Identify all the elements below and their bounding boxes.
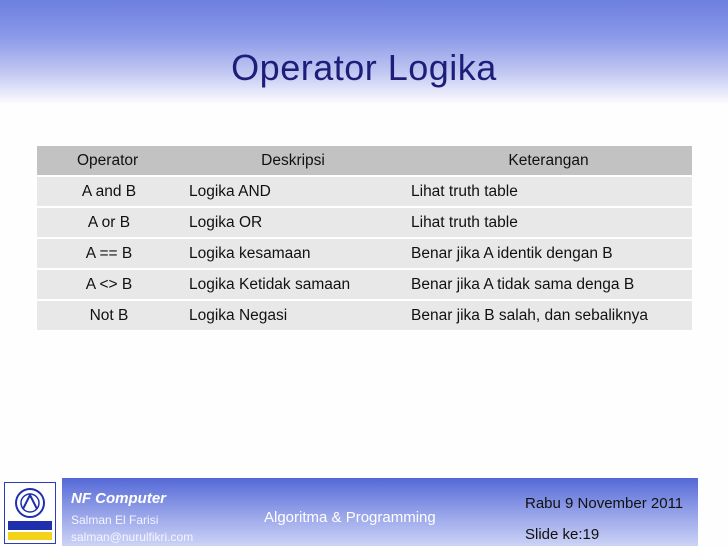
cell-operator: A or B <box>37 207 181 238</box>
table-header-row <box>37 146 692 176</box>
logo-icon <box>5 483 55 543</box>
cell-deskripsi: Logika Negasi <box>181 300 405 331</box>
author-name: Salman El Farisi <box>71 513 159 527</box>
header-keterangan: Keterangan <box>405 146 692 176</box>
slide-number: Slide ke:19 <box>525 526 600 543</box>
table-row <box>37 176 692 207</box>
logo <box>4 482 56 544</box>
operator-table <box>37 146 692 332</box>
header-operator: Operator <box>37 146 181 176</box>
cell-operator: A <> B <box>37 269 181 300</box>
slide-title: Operator Logika <box>231 47 497 88</box>
cell-keterangan: Lihat truth table <box>405 176 692 207</box>
table-row <box>37 238 692 269</box>
cell-deskripsi: Logika OR <box>181 207 405 238</box>
cell-keterangan: Benar jika A identik dengan B <box>405 238 692 269</box>
cell-keterangan: Lihat truth table <box>405 207 692 238</box>
table-row <box>37 269 692 300</box>
table-row <box>37 207 692 238</box>
cell-deskripsi: Logika Ketidak samaan <box>181 269 405 300</box>
brand-name: NF Computer <box>71 490 166 507</box>
cell-operator: A == B <box>37 238 181 269</box>
author-email: salman@nurulfikri.com <box>71 530 194 544</box>
table-row <box>37 300 692 331</box>
cell-deskripsi: Logika AND <box>181 176 405 207</box>
cell-deskripsi: Logika kesamaan <box>181 238 405 269</box>
course-title: Algoritma & Programming <box>264 509 436 526</box>
cell-operator: Not B <box>37 300 181 331</box>
slide-date: Rabu 9 November 2011 <box>525 495 684 512</box>
cell-keterangan: Benar jika B salah, dan sebaliknya <box>405 300 692 331</box>
cell-keterangan: Benar jika A tidak sama denga B <box>405 269 692 300</box>
cell-operator: A and B <box>37 176 181 207</box>
header-deskripsi: Deskripsi <box>181 146 405 176</box>
